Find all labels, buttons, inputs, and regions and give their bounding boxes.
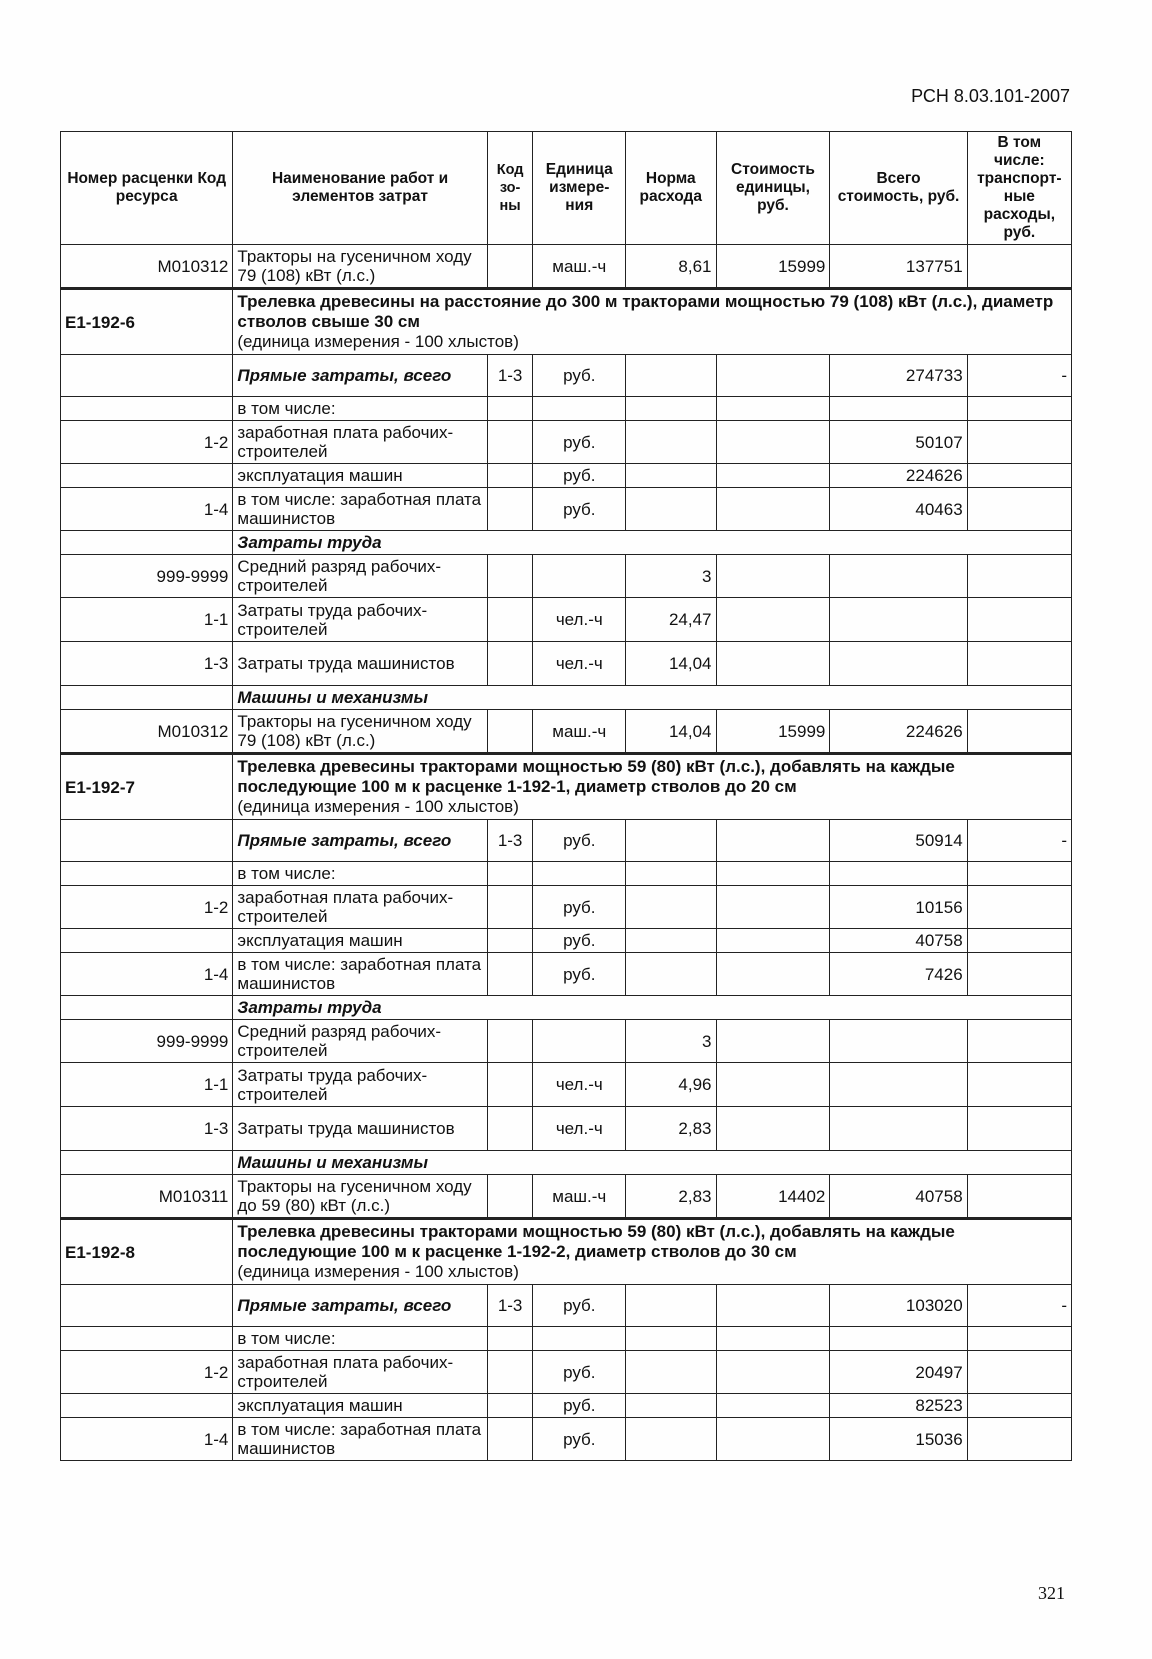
machines-section-title: Машины и механизмы bbox=[233, 1151, 1072, 1175]
section-header-row bbox=[61, 686, 1072, 710]
resource-name: заработная плата рабочих-строителей bbox=[233, 1351, 487, 1394]
resource-code: 999-9999 bbox=[61, 555, 233, 598]
price-cell: 15999 bbox=[716, 245, 830, 289]
resource-name: Затраты труда машинистов bbox=[233, 642, 487, 686]
section-header-row bbox=[61, 1151, 1072, 1175]
col-header-zone: Код зо-ны bbox=[487, 132, 533, 245]
total-cell: 7426 bbox=[830, 953, 967, 996]
total-cell: 82523 bbox=[830, 1394, 967, 1418]
resource-name: заработная плата рабочих-строителей bbox=[233, 421, 487, 464]
group-header-row bbox=[61, 754, 1072, 820]
resource-code: 1-4 bbox=[61, 1418, 233, 1461]
table-row bbox=[61, 953, 1072, 996]
direct-costs-label: Прямые затраты, всего bbox=[233, 355, 487, 397]
unit-cell: руб. bbox=[533, 886, 626, 929]
resource-code: 1-4 bbox=[61, 953, 233, 996]
resource-name: эксплуатация машин bbox=[233, 464, 487, 488]
total-cell: 20497 bbox=[830, 1351, 967, 1394]
resource-name: Затраты труда рабочих-строителей bbox=[233, 1063, 487, 1107]
resource-code: 1-2 bbox=[61, 421, 233, 464]
zone-cell: 1-3 bbox=[487, 355, 533, 397]
direct-costs-label: Прямые затраты, всего bbox=[233, 1285, 487, 1327]
table-row bbox=[61, 245, 1072, 289]
col-header-name: Наименование работ и элементов затрат bbox=[233, 132, 487, 245]
resource-name: в том числе: заработная плата машинистов bbox=[233, 1418, 487, 1461]
norm-cell: 2,83 bbox=[626, 1175, 716, 1219]
unit-cell: руб. bbox=[533, 488, 626, 531]
resource-name: Тракторы на гусеничном ходу 79 (108) кВт (л.с.) bbox=[233, 245, 487, 289]
rate-unit-note: (единица измерения - 100 хлыстов) bbox=[237, 1262, 519, 1281]
resource-name: заработная плата рабочих-строителей bbox=[233, 886, 487, 929]
direct-costs-row bbox=[61, 820, 1072, 862]
resource-code: 1-2 bbox=[61, 886, 233, 929]
resource-code: М010311 bbox=[61, 1175, 233, 1219]
rate-title-text: Трелевка древесины на расстояние до 300 м тракторами мощностью 79 (108) кВт (л.с.), диаметр стволов свыше 30 см bbox=[237, 292, 1054, 331]
rate-unit-note: (единица измерения - 100 хлыстов) bbox=[237, 332, 519, 351]
rate-title bbox=[233, 754, 1072, 820]
resource-code: М010312 bbox=[61, 710, 233, 754]
unit-cell: руб. bbox=[533, 929, 626, 953]
resource-code: 1-1 bbox=[61, 598, 233, 642]
transport-cell: - bbox=[967, 820, 1071, 862]
table-row bbox=[61, 1175, 1072, 1219]
transport-cell: - bbox=[967, 355, 1071, 397]
rate-unit-note: (единица измерения - 100 хлыстов) bbox=[237, 797, 519, 816]
resource-name: Тракторы на гусеничном ходу до 59 (80) кВт (л.с.) bbox=[233, 1175, 487, 1219]
rate-code: Е1-192-6 bbox=[61, 289, 233, 355]
total-cell: 103020 bbox=[830, 1285, 967, 1327]
norm-cell: 3 bbox=[626, 1020, 716, 1063]
including-label: в том числе: bbox=[233, 1327, 487, 1351]
table-row bbox=[61, 598, 1072, 642]
table-row bbox=[61, 642, 1072, 686]
price-cell: 14402 bbox=[716, 1175, 830, 1219]
rate-code: Е1-192-7 bbox=[61, 754, 233, 820]
unit-cell: чел.-ч bbox=[533, 642, 626, 686]
document-code: РСН 8.03.101-2007 bbox=[911, 86, 1070, 106]
table-row bbox=[61, 1107, 1072, 1151]
table-row bbox=[61, 1418, 1072, 1461]
zone-cell bbox=[487, 245, 533, 289]
total-cell: 224626 bbox=[830, 710, 967, 754]
including-label: в том числе: bbox=[233, 397, 487, 421]
col-header-transport: В том числе: транспорт-ные расходы, руб. bbox=[967, 132, 1071, 245]
table-row bbox=[61, 488, 1072, 531]
col-header-code: Номер расценки Код ресурса bbox=[61, 132, 233, 245]
rate-title-text: Трелевка древесины тракторами мощностью 59 (80) кВт (л.с.), добавлять на каждые последующие 100 м к расценке 1-192-2, диаметр стволов до 30 см bbox=[237, 1222, 955, 1261]
unit-cell: чел.-ч bbox=[533, 598, 626, 642]
including-label: в том числе: bbox=[233, 862, 487, 886]
norm-cell: 24,47 bbox=[626, 598, 716, 642]
total-cell: 15036 bbox=[830, 1418, 967, 1461]
rate-title bbox=[233, 1219, 1072, 1285]
total-cell: 40463 bbox=[830, 488, 967, 531]
table-row bbox=[61, 929, 1072, 953]
rate-title-text: Трелевка древесины тракторами мощностью 59 (80) кВт (л.с.), добавлять на каждые последующие 100 м к расценке 1-192-1, диаметр стволов до 20 см bbox=[237, 757, 955, 796]
resource-code: 1-4 bbox=[61, 488, 233, 531]
resource-code: 1-3 bbox=[61, 642, 233, 686]
col-header-unit: Единица измере-ния bbox=[533, 132, 626, 245]
norm-cell: 8,61 bbox=[626, 245, 716, 289]
unit-cell: руб. bbox=[533, 1285, 626, 1327]
table-row bbox=[61, 464, 1072, 488]
labour-section-title: Затраты труда bbox=[233, 531, 1072, 555]
price-cell: 15999 bbox=[716, 710, 830, 754]
col-header-price: Стоимость единицы, руб. bbox=[716, 132, 830, 245]
col-header-norm: Норма расхода bbox=[626, 132, 716, 245]
transport-cell bbox=[967, 245, 1071, 289]
direct-costs-row bbox=[61, 1285, 1072, 1327]
norm-cell: 2,83 bbox=[626, 1107, 716, 1151]
zone-cell: 1-3 bbox=[487, 820, 533, 862]
resource-code: 1-3 bbox=[61, 1107, 233, 1151]
table-row bbox=[61, 862, 1072, 886]
resource-code: М010312 bbox=[61, 245, 233, 289]
unit-cell: руб. bbox=[533, 1351, 626, 1394]
labour-section-title: Затраты труда bbox=[233, 996, 1072, 1020]
unit-cell: руб. bbox=[533, 1394, 626, 1418]
resource-name: в том числе: заработная плата машинистов bbox=[233, 953, 487, 996]
total-cell: 40758 bbox=[830, 929, 967, 953]
unit-cell: руб. bbox=[533, 820, 626, 862]
unit-cell: маш.-ч bbox=[533, 710, 626, 754]
section-header-row bbox=[61, 531, 1072, 555]
resource-name: Средний разряд рабочих-строителей bbox=[233, 555, 487, 598]
rates-table bbox=[60, 131, 1072, 1461]
table-row bbox=[61, 555, 1072, 598]
unit-cell: маш.-ч bbox=[533, 1175, 626, 1219]
norm-cell: 14,04 bbox=[626, 710, 716, 754]
table-row bbox=[61, 1063, 1072, 1107]
unit-cell: руб. bbox=[533, 421, 626, 464]
resource-code: 1-2 bbox=[61, 1351, 233, 1394]
page-number: 321 bbox=[1038, 1583, 1065, 1603]
machines-section-title: Машины и механизмы bbox=[233, 686, 1072, 710]
unit-cell: чел.-ч bbox=[533, 1063, 626, 1107]
table-row bbox=[61, 421, 1072, 464]
total-cell: 137751 bbox=[830, 245, 967, 289]
unit-cell: руб. bbox=[533, 464, 626, 488]
total-cell: 50914 bbox=[830, 820, 967, 862]
resource-name: Тракторы на гусеничном ходу 79 (108) кВт (л.с.) bbox=[233, 710, 487, 754]
rate-code: Е1-192-8 bbox=[61, 1219, 233, 1285]
resource-code: 1-1 bbox=[61, 1063, 233, 1107]
resource-name: Затраты труда рабочих-строителей bbox=[233, 598, 487, 642]
table-header-row bbox=[61, 132, 1072, 245]
resource-name: Средний разряд рабочих-строителей bbox=[233, 1020, 487, 1063]
direct-costs-row bbox=[61, 355, 1072, 397]
total-cell: 10156 bbox=[830, 886, 967, 929]
table-row bbox=[61, 710, 1072, 754]
resource-name: эксплуатация машин bbox=[233, 929, 487, 953]
resource-name: Затраты труда машинистов bbox=[233, 1107, 487, 1151]
table-row bbox=[61, 1351, 1072, 1394]
table-row bbox=[61, 1327, 1072, 1351]
norm-cell: 3 bbox=[626, 555, 716, 598]
resource-name: эксплуатация машин bbox=[233, 1394, 487, 1418]
transport-cell: - bbox=[967, 1285, 1071, 1327]
table-row bbox=[61, 1020, 1072, 1063]
norm-cell: 14,04 bbox=[626, 642, 716, 686]
zone-cell: 1-3 bbox=[487, 1285, 533, 1327]
col-header-total: Всего стоимость, руб. bbox=[830, 132, 967, 245]
group-header-row bbox=[61, 1219, 1072, 1285]
norm-cell: 4,96 bbox=[626, 1063, 716, 1107]
total-cell: 224626 bbox=[830, 464, 967, 488]
total-cell: 40758 bbox=[830, 1175, 967, 1219]
direct-costs-label: Прямые затраты, всего bbox=[233, 820, 487, 862]
unit-cell: руб. bbox=[533, 1418, 626, 1461]
unit-cell: чел.-ч bbox=[533, 1107, 626, 1151]
unit-cell: руб. bbox=[533, 355, 626, 397]
table-row bbox=[61, 886, 1072, 929]
unit-cell: маш.-ч bbox=[533, 245, 626, 289]
total-cell: 50107 bbox=[830, 421, 967, 464]
unit-cell: руб. bbox=[533, 953, 626, 996]
resource-name: в том числе: заработная плата машинистов bbox=[233, 488, 487, 531]
section-header-row bbox=[61, 996, 1072, 1020]
total-cell: 274733 bbox=[830, 355, 967, 397]
table-row bbox=[61, 1394, 1072, 1418]
rate-title bbox=[233, 289, 1072, 355]
resource-code: 999-9999 bbox=[61, 1020, 233, 1063]
table-row bbox=[61, 397, 1072, 421]
group-header-row bbox=[61, 289, 1072, 355]
